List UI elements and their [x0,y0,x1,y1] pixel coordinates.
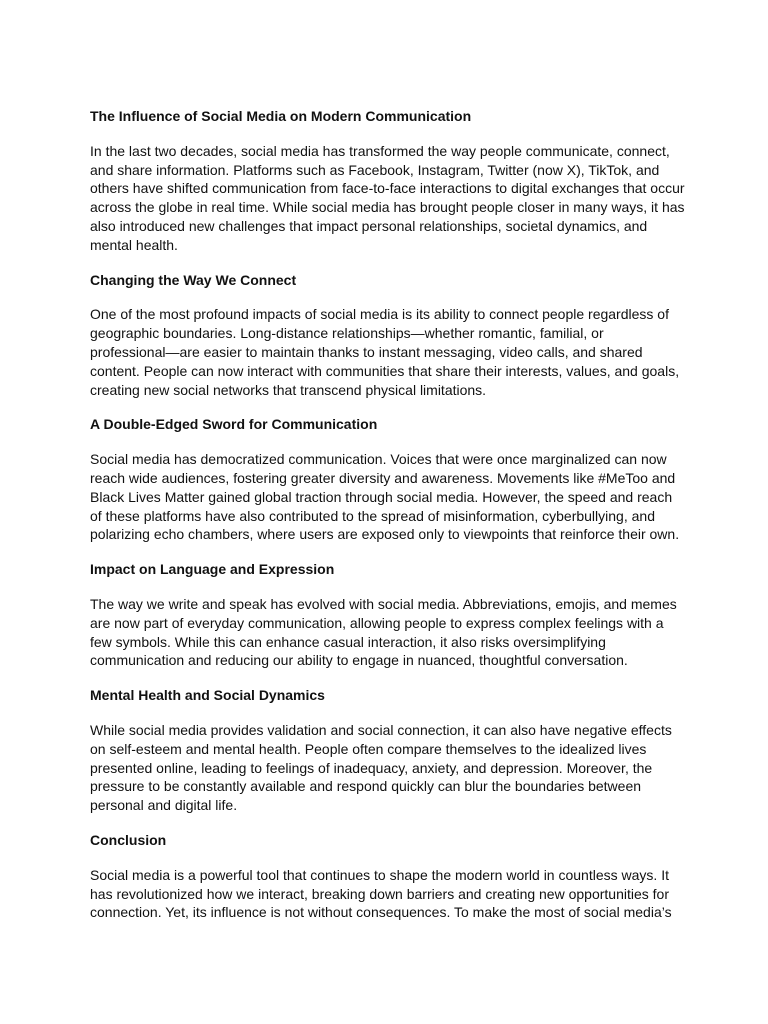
text-line: content. People can now interact with communities that share their interests, values, and goals, [90,362,680,379]
text-line: others have shifted communication from face-to-face interactions to digital exchanges that occur [90,180,685,197]
text-line: across the globe in real time. While social media has brought people closer in many ways, it has [90,199,685,216]
text-line: The way we write and speak has evolved with social media. Abbreviations, emojis, and memes [90,595,677,612]
intro-paragraph [90,142,685,255]
section-paragraph-double-edged [90,450,682,544]
text-line: Social media has democratized communication. Voices that were once marginalized can now [90,451,667,468]
text-line: polarizing echo chambers, where users are exposed only to viewpoints that reinforce their own. [90,526,680,543]
section-paragraph-connect [90,305,682,399]
text-line: geographic boundaries. Long-distance relationships—whether romantic, familial, or [90,325,604,342]
text-line: creating new social networks that transcend physical limitations. [90,381,487,398]
text-line: of these platforms have also contributed to the spread of misinformation, cyberbullying, and [90,507,655,524]
section-heading-conclusion: Conclusion [90,831,167,848]
text-line: also introduced new challenges that impact personal relationships, societal dynamics, and [90,217,648,234]
text-line: pressure to be constantly available and respond quickly can blur the boundaries between [90,778,642,795]
text-line: While social media provides validation and social connection, it can also have negative effects [90,721,672,738]
text-line: and share information. Platforms such as Facebook, Instagram, Twitter (now X), TikTok, and [90,161,660,178]
text-line: In the last two decades, social media has transformed the way people communicate, connect, [90,142,670,159]
section-paragraph-language [90,595,682,670]
text-line: communication and reducing our ability to engage in nuanced, thoughtful conversation. [90,652,628,669]
text-line: on self-esteem and mental health. People often compare themselves to the idealized lives [90,740,647,757]
document-page [90,107,685,922]
text-line: mental health. [90,236,178,253]
text-line: few symbols. While this can enhance casual interaction, it also risks oversimplifying [90,633,606,650]
text-line: connection. Yet, its influence is not without consequences. To make the most of social media’s [90,904,672,921]
text-line: professional—are easier to maintain thanks to instant messaging, video calls, and shared [90,343,643,360]
text-line: Black Lives Matter gained global traction through social media. However, the speed and reach [90,488,673,505]
text-line: One of the most profound impacts of social media is its ability to connect people regardless of [90,306,669,323]
section-heading-language: Impact on Language and Expression [90,561,335,578]
section-paragraph-conclusion [90,866,682,922]
text-line: has revolutionized how we interact, breaking down barriers and creating new opportunities for [90,885,669,902]
text-line: are now part of everyday communication, allowing people to express complex feelings with a [90,614,664,631]
document-title: The Influence of Social Media on Modern Communication [90,108,472,124]
section-heading-connect: Changing the Way We Connect [90,271,297,288]
text-line: presented online, leading to feelings of inadequacy, anxiety, and depression. Moreover, the [90,759,653,776]
text-line: personal and digital life. [90,797,238,814]
section-paragraph-mental-health [90,721,682,815]
section-heading-mental-health: Mental Health and Social Dynamics [90,687,325,704]
section-heading-double-edged: A Double-Edged Sword for Communication [90,416,378,433]
text-line: reach wide audiences, fostering greater diversity and awareness. Movements like #MeToo and [90,469,676,486]
text-line: Social media is a powerful tool that continues to shape the modern world in countless ways. It [90,866,669,883]
